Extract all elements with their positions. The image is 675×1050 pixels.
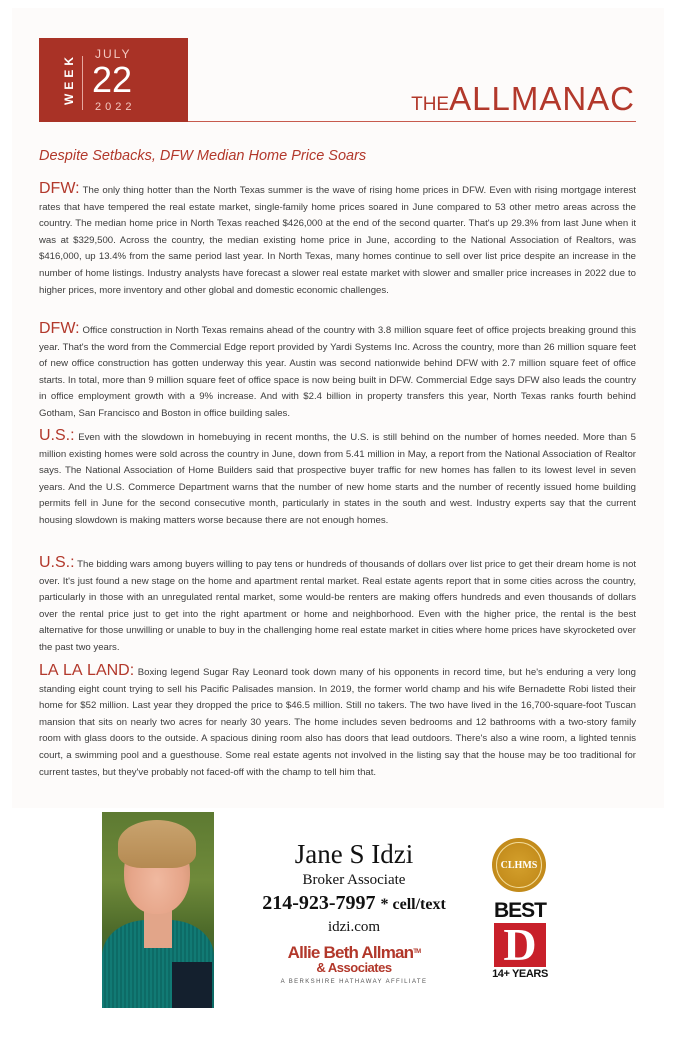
newsletter-brand [411,80,635,118]
firm-trademark: TM [413,949,421,955]
agent-phone[interactable] [236,890,472,918]
week-date-box [39,38,188,122]
week-divider [82,56,83,110]
article-dfw-prices [39,182,636,299]
article-lead: DFW: [39,320,80,337]
article-lead: LA LA LAND: [39,662,135,679]
article-us-rentals [39,556,636,657]
best-label: BEST [493,899,546,922]
best-years: 14+ YEARS [492,968,548,980]
firm-name [236,944,472,961]
article-la-la-land [39,664,636,781]
best-d-letter: D [503,919,537,970]
agent-name: Jane S Idzi [294,839,414,869]
agent-phone-suffix: * cell/text [380,896,446,913]
clhms-seal-icon [492,838,546,892]
photo-neck [144,908,172,948]
firm-affiliate: A BERKSHIRE HATHAWAY AFFILIATE [280,979,428,985]
photo-hair [118,820,196,868]
headline: Despite Setbacks, DFW Median Home Price Soars [39,148,367,164]
brand-name: ALLMANAC [449,80,635,117]
article-body: Even with the slowdown in homebuying in recent months, the U.S. is still behind on the number of homes needed. More than 5 million existing homes were sold across the country in June, down from 5.41 million in May, a report from the National Association of Realtor says. The National Association of Home Builders said that prospective buyer traffic for new homes has fallen to its lowest level in seven years. And the U.S. Commerce Department warns that the number of new home starts and the number of recently issued home building permits fell in June for the second consecutive month, particularly in states in the south and west. Industry experts say that the current housing slowdown is making matters worse because there are not enough homes. [39,432,636,526]
agent-photo [102,812,214,1008]
clhms-text: CLHMS [500,859,538,871]
brand-prefix: THE [411,94,450,115]
agent-website-link[interactable]: idzi.com [327,919,381,935]
article-lead: DFW: [39,180,80,197]
week-year: 2022 [95,101,136,113]
best-d-logo-icon [494,919,546,970]
week-day: 22 [92,59,133,100]
agent-card [236,838,472,936]
article-body: The bidding wars among buyers willing to pay tens or hundreds of thousands of dollars over list price to get their dream home is not over. It's just found a new stage on the home and apartment rental market. Real estate agents report that in some cities across the country, particularly in those with an unregulated rental market, some would-be renters are making offers hundreds and even thousands of dollars over the rental price just to get into the right apartment or home and neighborhood. Even with the higher price, the rental is the best alternative for those unwilling or unable to buy in the challenging home real estate market in cities where home prices have skyrocketed over the past two years. [39,559,636,653]
firm-logo [236,944,472,985]
agent-phone-number[interactable]: 214-923-7997 [262,892,376,914]
article-body: Office construction in North Texas remains ahead of the country with 3.8 million square feet of office projects breaking ground this year. That's the word from the Commercial Edge report provided by Yardi Systems Inc. Across the country, more than 26 million square feet of new office construction has gotten underway this year. Austin was second nationwide behind DFW with 2.7 million square feet of office starts. In total, more than 9 million square feet of office space is now being built in DFW. Commercial Edge says DFW also leads the country in office employment growth with a 9% increase. And with $2.4 billion in property transfers this year, North Texas ranks fourth behind Gotham, San Francisco and Boston in office building sales. [39,325,636,419]
firm-sub: & Associates [316,960,392,975]
firm-name-text: Allie Beth Allman [287,943,414,962]
article-lead: U.S.: [39,427,75,444]
week-month: JULY [95,47,132,61]
article-lead: U.S.: [39,554,75,571]
article-body: Boxing legend Sugar Ray Leonard took down many of his opponents in record time, but he's enduring a very long standing eight count trying to sell his Pacific Palisades mansion. In 2019, the former world champ and his wife Bernadette Robi listed their home for $52 million. Last year they dropped the price to $46.5 million. Still no takers. The two have lived in the 16,700-square-foot Tuscan mansion that sits on nearly two acres for nearly 30 years. The home includes seven bedrooms and 12 bathrooms with a two-story family room with glass doors to the outside. A spacious dining room also has doors that lead outdoors. There's also a wine room, a lighted tennis court, a swimming pool and a guesthouse. Some real estate agents not involved in the listing say that the house may be too traditional for current tastes, but they've probably not faced-off with the champ to tell him that. [39,667,636,778]
article-body: The only thing hotter than the North Texas summer is the wave of rising home prices in DFW. Even with rising mortgage interest rates that have tempered the real estate market, single-family home prices soared in June compared to 53 other metro areas across the country. The median home price in North Texas reached $426,000 at the end of the second quarter. That's up 29.3% from last June when it was at $329,500. Across the country, the median existing home price in June, according to the National Association of Realtors, was $416,000, up 13.4% from the same period last year. In North Texas, many homes continue to sell over list price despite an increase in the number of home listings. Industry analysts have forecast a slower real estate market with slower and smaller price increases in 2022 due to higher prices, more inventory and other global and domestic economic challenges. [39,185,636,296]
article-us-shortage [39,429,636,530]
photo-shirt [172,962,212,1008]
brand-rule [188,121,636,122]
article-dfw-office [39,322,636,423]
agent-title: Broker Associate [302,872,406,888]
week-label: WEEK [62,53,76,105]
